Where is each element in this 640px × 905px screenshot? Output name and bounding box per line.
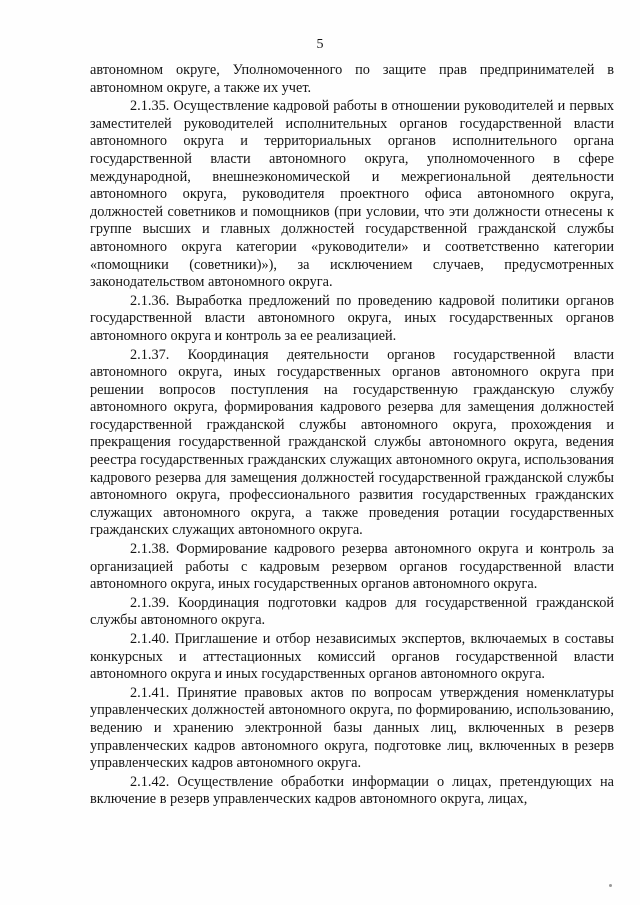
page-number: 5 xyxy=(316,37,324,52)
paragraph-continuation: автономном округе, Уполномоченного по защите прав предпринимателей в автономном округе, а также их учет. xyxy=(90,62,614,96)
paragraph-2-1-37: 2.1.37. Координация деятельности органов государственной власти автономного округа, иных государственных органов автономного округа при решении вопросов поступления на государственную гражданскую службу автономного округа, формирования кадрового резерва для замещения должностей государственной гражданской службы автономного округа, прохождения и прекращения государственной гражданской службы автономного округа, ведения реестра государственных гражданских служащих автономного округа, использования кадрового резерва для замещения должностей государственной гражданской службы автономного округа, профессионального развития государственных гражданских служащих автономного округа, а также проведения ротации государственных гражданских служащих автономного округа. xyxy=(90,346,614,539)
paragraph-2-1-36: 2.1.36. Выработка предложений по проведению кадровой политики органов государственной власти автономного округа, иных государственных органов автономного округа и контроль за ее реализацией. xyxy=(90,292,614,344)
paragraph-2-1-35: 2.1.35. Осуществление кадровой работы в отношении руководителей и первых заместителей руководителей исполнительных органов государственной власти автономного округа и территориальных органов исполнительного органа государственной власти автономного округа, уполномоченного в сфере международной, внешнеэкономической и межрегиональной деятельности автономного округа, руководителя проектного офиса автономного округа, должностей советников и помощников (при условии, что эти должности отнесены к группе высших и главных должностей государственной гражданской службы автономного округа категории «руководители» и соответственно категории «помощники (советники)»), за исключением случаев, предусмотренных законодательством автономного округа. xyxy=(90,98,614,291)
paragraph-2-1-42: 2.1.42. Осуществление обработки информации о лицах, претендующих на включение в резерв управленческих кадров автономного округа, лицах, xyxy=(90,773,614,808)
paragraph-2-1-40: 2.1.40. Приглашение и отбор независимых экспертов, включаемых в составы конкурсных и аттестационных комиссий органов государственной власти автономного округа и иных государственных органов автономного округа. xyxy=(90,631,614,683)
paragraph-2-1-39: 2.1.39. Координация подготовки кадров для государственной гражданской службы автономного округа. xyxy=(90,594,614,629)
scan-dot-mark xyxy=(609,884,612,887)
paragraph-2-1-41: 2.1.41. Принятие правовых актов по вопросам утверждения номенклатуры управленческих должностей автономного округа, по формированию, использованию, ведению и хранению электронной базы данных лиц, включенных в резерв управленческих кадров автономного округа, подготовке лиц, включенных в резерв управленческих кадров автономного округа. xyxy=(90,684,614,772)
document-body xyxy=(90,62,614,810)
paragraph-2-1-38: 2.1.38. Формирование кадрового резерва автономного округа и контроль за организацией работы с кадровым резервом органов государственной власти автономного округа, иных государственных органов автономного округа. xyxy=(90,541,614,593)
